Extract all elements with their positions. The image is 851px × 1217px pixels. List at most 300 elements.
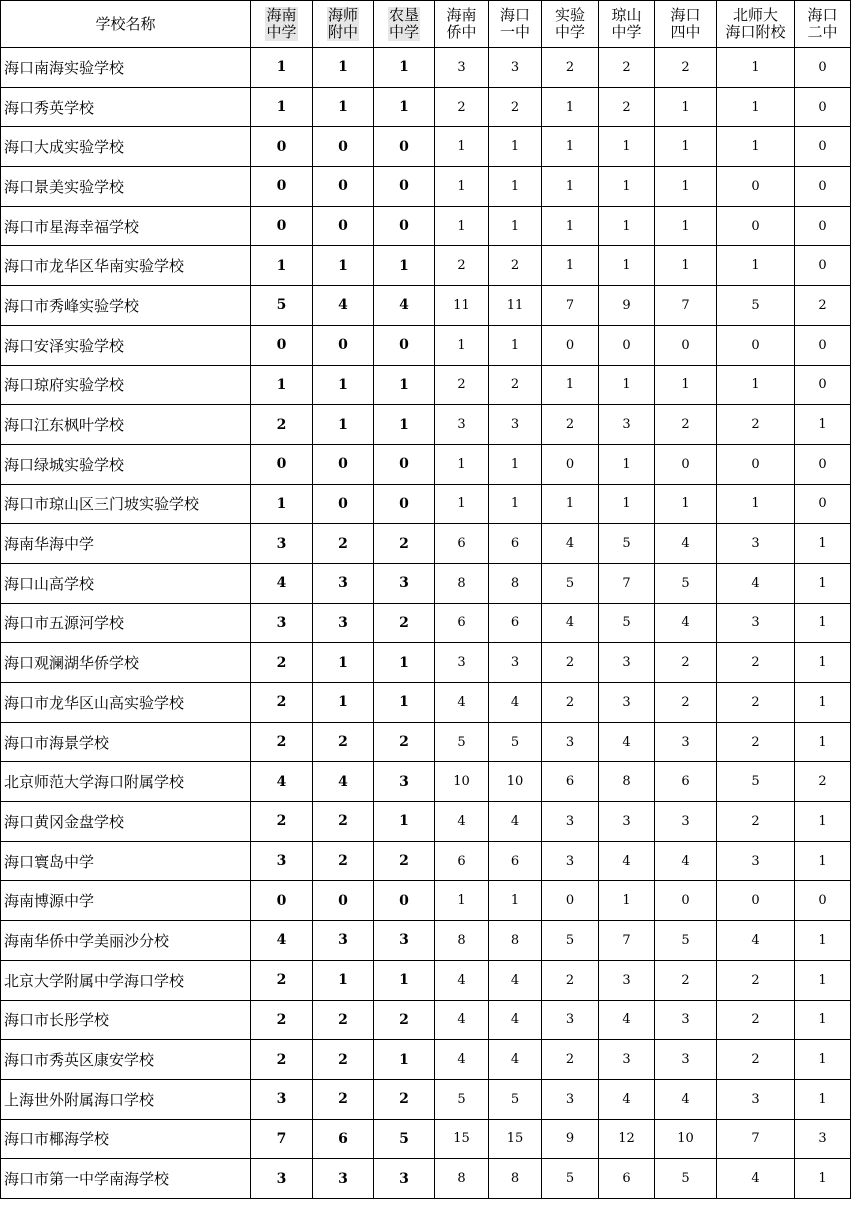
quota-cell: 1 xyxy=(655,206,717,246)
quota-cell: 2 xyxy=(251,802,313,842)
quota-cell: 6 xyxy=(655,762,717,802)
quota-cell: 1 xyxy=(374,683,435,723)
quota-cell: 8 xyxy=(489,563,542,603)
header-line-1: 海师 xyxy=(327,6,358,24)
quota-cell: 0 xyxy=(374,127,435,167)
quota-cell: 2 xyxy=(313,1000,374,1040)
quota-cell: 3 xyxy=(655,1000,717,1040)
quota-cell: 1 xyxy=(435,484,489,524)
quota-cell: 0 xyxy=(313,325,374,365)
quota-cell: 1 xyxy=(717,87,795,127)
school-name-cell: 海口寰岛中学 xyxy=(1,841,251,881)
quota-cell: 1 xyxy=(542,246,599,286)
header-line-2: 一中 xyxy=(499,23,530,41)
quota-cell: 2 xyxy=(542,683,599,723)
quota-cell: 0 xyxy=(313,127,374,167)
quota-cell: 5 xyxy=(717,762,795,802)
quota-cell: 3 xyxy=(599,1040,655,1080)
table-row xyxy=(1,1159,851,1199)
quota-cell: 1 xyxy=(251,246,313,286)
school-name-cell: 海口市星海幸福学校 xyxy=(1,206,251,246)
quota-cell: 0 xyxy=(795,881,851,921)
quota-cell: 1 xyxy=(542,484,599,524)
quota-cell: 4 xyxy=(717,921,795,961)
quota-cell: 5 xyxy=(435,722,489,762)
quota-cell: 7 xyxy=(599,563,655,603)
quota-cell: 2 xyxy=(542,643,599,683)
table-row xyxy=(1,1000,851,1040)
quota-cell: 2 xyxy=(251,683,313,723)
quota-cell: 1 xyxy=(313,405,374,445)
table-row xyxy=(1,127,851,167)
quota-cell: 6 xyxy=(435,841,489,881)
quota-cell: 2 xyxy=(435,246,489,286)
quota-cell: 0 xyxy=(251,881,313,921)
quota-cell: 0 xyxy=(313,206,374,246)
header-column xyxy=(489,1,542,48)
school-name-cell: 海口江东枫叶学校 xyxy=(1,405,251,445)
quota-cell: 5 xyxy=(489,722,542,762)
quota-cell: 15 xyxy=(489,1119,542,1159)
quota-cell: 2 xyxy=(717,1040,795,1080)
quota-cell: 4 xyxy=(251,762,313,802)
table-row xyxy=(1,603,851,643)
quota-cell: 1 xyxy=(717,484,795,524)
quota-cell: 3 xyxy=(435,48,489,88)
quota-cell: 1 xyxy=(374,48,435,88)
quota-cell: 1 xyxy=(599,167,655,207)
quota-cell: 1 xyxy=(374,802,435,842)
quota-cell: 3 xyxy=(313,603,374,643)
quota-cell: 2 xyxy=(374,524,435,564)
quota-cell: 3 xyxy=(435,643,489,683)
school-name-cell: 海口安泽实验学校 xyxy=(1,325,251,365)
quota-cell: 1 xyxy=(599,206,655,246)
header-row xyxy=(1,1,851,48)
quota-cell: 7 xyxy=(251,1119,313,1159)
quota-cell: 3 xyxy=(542,841,599,881)
quota-cell: 1 xyxy=(795,683,851,723)
quota-cell: 0 xyxy=(655,881,717,921)
quota-cell: 4 xyxy=(717,1159,795,1199)
table-row xyxy=(1,802,851,842)
quota-cell: 2 xyxy=(251,722,313,762)
quota-cell: 0 xyxy=(795,127,851,167)
quota-cell: 2 xyxy=(795,286,851,326)
quota-cell: 0 xyxy=(795,325,851,365)
school-name-cell: 海口市龙华区华南实验学校 xyxy=(1,246,251,286)
quota-cell: 2 xyxy=(251,405,313,445)
quota-cell: 2 xyxy=(435,87,489,127)
quota-cell: 0 xyxy=(599,325,655,365)
quota-cell: 2 xyxy=(313,1040,374,1080)
header-line-2: 中学 xyxy=(388,23,419,41)
quota-cell: 6 xyxy=(435,524,489,564)
table-row xyxy=(1,524,851,564)
quota-cell: 3 xyxy=(542,802,599,842)
header-line-2: 侨中 xyxy=(446,23,477,41)
quota-cell: 4 xyxy=(313,762,374,802)
quota-cell: 0 xyxy=(374,325,435,365)
quota-cell: 1 xyxy=(374,365,435,405)
header-column xyxy=(795,1,851,48)
school-name-cell: 海口山高学校 xyxy=(1,563,251,603)
school-name-cell: 海口秀英学校 xyxy=(1,87,251,127)
quota-cell: 4 xyxy=(717,563,795,603)
table-row xyxy=(1,1119,851,1159)
header-column xyxy=(251,1,313,48)
quota-cell: 7 xyxy=(717,1119,795,1159)
quota-cell: 9 xyxy=(542,1119,599,1159)
school-name-cell: 海口市秀峰实验学校 xyxy=(1,286,251,326)
quota-cell: 3 xyxy=(655,802,717,842)
quota-cell: 0 xyxy=(313,444,374,484)
quota-cell: 3 xyxy=(489,405,542,445)
quota-cell: 1 xyxy=(599,444,655,484)
quota-cell: 3 xyxy=(655,1040,717,1080)
quota-cell: 8 xyxy=(489,1159,542,1199)
quota-cell: 1 xyxy=(435,206,489,246)
quota-cell: 2 xyxy=(599,87,655,127)
table-row xyxy=(1,444,851,484)
quota-cell: 1 xyxy=(489,167,542,207)
quota-cell: 2 xyxy=(542,405,599,445)
quota-cell: 1 xyxy=(717,127,795,167)
quota-cell: 5 xyxy=(542,563,599,603)
quota-cell: 3 xyxy=(599,643,655,683)
table-body xyxy=(1,48,851,1199)
quota-cell: 4 xyxy=(599,1000,655,1040)
header-line-1: 实验 xyxy=(554,6,585,24)
quota-cell: 3 xyxy=(251,841,313,881)
table-row xyxy=(1,881,851,921)
table-row xyxy=(1,286,851,326)
quota-cell: 1 xyxy=(795,1000,851,1040)
quota-cell: 1 xyxy=(313,48,374,88)
quota-cell: 1 xyxy=(374,1040,435,1080)
quota-cell: 4 xyxy=(542,603,599,643)
quota-cell: 5 xyxy=(655,921,717,961)
header-line-1: 农垦 xyxy=(388,6,419,24)
header-column xyxy=(435,1,489,48)
quota-cell: 1 xyxy=(489,325,542,365)
quota-cell: 1 xyxy=(599,365,655,405)
quota-cell: 3 xyxy=(313,921,374,961)
quota-cell: 4 xyxy=(435,960,489,1000)
quota-cell: 4 xyxy=(655,603,717,643)
quota-cell: 0 xyxy=(313,881,374,921)
quota-cell: 1 xyxy=(655,246,717,286)
quota-cell: 1 xyxy=(542,365,599,405)
quota-cell: 5 xyxy=(489,1079,542,1119)
quota-cell: 5 xyxy=(251,286,313,326)
quota-cell: 1 xyxy=(795,643,851,683)
quota-cell: 2 xyxy=(542,1040,599,1080)
school-name-cell: 海口景美实验学校 xyxy=(1,167,251,207)
table-row xyxy=(1,87,851,127)
quota-cell: 3 xyxy=(542,722,599,762)
quota-cell: 11 xyxy=(435,286,489,326)
quota-cell: 1 xyxy=(489,444,542,484)
header-line-2: 中学 xyxy=(611,23,642,41)
school-name-cell: 北京师范大学海口附属学校 xyxy=(1,762,251,802)
quota-cell: 1 xyxy=(655,87,717,127)
school-name-cell: 海口市秀英区康安学校 xyxy=(1,1040,251,1080)
quota-cell: 2 xyxy=(655,405,717,445)
school-name-cell: 海南博源中学 xyxy=(1,881,251,921)
quota-cell: 1 xyxy=(599,484,655,524)
quota-cell: 8 xyxy=(599,762,655,802)
quota-cell: 3 xyxy=(313,1159,374,1199)
quota-cell: 4 xyxy=(251,921,313,961)
school-name-cell: 上海世外附属海口学校 xyxy=(1,1079,251,1119)
header-line-1: 海口 xyxy=(807,6,838,24)
quota-cell: 2 xyxy=(599,48,655,88)
header-column xyxy=(374,1,435,48)
quota-cell: 2 xyxy=(251,1040,313,1080)
header-line-2: 中学 xyxy=(266,23,297,41)
header-line-1: 海口 xyxy=(499,6,530,24)
quota-cell: 0 xyxy=(374,881,435,921)
header-line-1: 海南 xyxy=(266,6,297,24)
school-name-cell: 海口琼府实验学校 xyxy=(1,365,251,405)
quota-cell: 6 xyxy=(435,603,489,643)
quota-cell: 2 xyxy=(313,841,374,881)
table-row xyxy=(1,762,851,802)
school-name-cell: 海口观澜湖华侨学校 xyxy=(1,643,251,683)
header-label xyxy=(327,7,359,41)
school-name-cell: 海南华海中学 xyxy=(1,524,251,564)
header-label xyxy=(265,7,297,41)
quota-cell: 1 xyxy=(251,484,313,524)
quota-cell: 1 xyxy=(795,563,851,603)
school-name-cell: 北京大学附属中学海口学校 xyxy=(1,960,251,1000)
quota-cell: 7 xyxy=(542,286,599,326)
quota-cell: 5 xyxy=(599,603,655,643)
quota-cell: 0 xyxy=(542,444,599,484)
school-name-cell: 海口市第一中学南海学校 xyxy=(1,1159,251,1199)
header-line-1: 北师大 xyxy=(732,6,778,24)
quota-cell: 1 xyxy=(599,881,655,921)
quota-cell: 2 xyxy=(313,802,374,842)
header-label xyxy=(489,7,541,41)
quota-cell: 4 xyxy=(655,841,717,881)
quota-cell: 3 xyxy=(599,683,655,723)
table-row xyxy=(1,683,851,723)
header-line-1: 海口 xyxy=(670,6,701,24)
quota-cell: 5 xyxy=(374,1119,435,1159)
quota-cell: 0 xyxy=(795,167,851,207)
quota-cell: 6 xyxy=(489,603,542,643)
quota-cell: 1 xyxy=(313,246,374,286)
quota-cell: 2 xyxy=(655,48,717,88)
header-school-name: 学校名称 xyxy=(1,1,251,48)
quota-cell: 3 xyxy=(313,563,374,603)
quota-cell: 2 xyxy=(655,643,717,683)
header-label xyxy=(717,7,794,41)
school-name-cell: 海口大成实验学校 xyxy=(1,127,251,167)
header-label xyxy=(542,7,598,41)
header-line-2: 附中 xyxy=(327,23,358,41)
school-name-cell: 海南华侨中学美丽沙分校 xyxy=(1,921,251,961)
quota-cell: 2 xyxy=(313,722,374,762)
quota-cell: 4 xyxy=(542,524,599,564)
quota-cell: 1 xyxy=(489,127,542,167)
quota-cell: 0 xyxy=(795,87,851,127)
table-row xyxy=(1,1040,851,1080)
table-row xyxy=(1,960,851,1000)
quota-cell: 3 xyxy=(542,1000,599,1040)
quota-cell: 2 xyxy=(717,1000,795,1040)
table-row xyxy=(1,48,851,88)
quota-cell: 2 xyxy=(313,1079,374,1119)
quota-cell: 2 xyxy=(655,683,717,723)
quota-cell: 2 xyxy=(717,802,795,842)
quota-cell: 6 xyxy=(313,1119,374,1159)
quota-cell: 8 xyxy=(435,921,489,961)
header-line-2: 二中 xyxy=(807,23,838,41)
quota-cell: 6 xyxy=(542,762,599,802)
quota-cell: 0 xyxy=(717,325,795,365)
school-name-cell: 海口黄冈金盘学校 xyxy=(1,802,251,842)
quota-cell: 4 xyxy=(599,841,655,881)
quota-cell: 1 xyxy=(599,127,655,167)
quota-cell: 8 xyxy=(435,563,489,603)
quota-cell: 2 xyxy=(374,603,435,643)
quota-cell: 5 xyxy=(599,524,655,564)
header-column xyxy=(599,1,655,48)
quota-cell: 2 xyxy=(717,405,795,445)
quota-cell: 1 xyxy=(542,206,599,246)
quota-cell: 0 xyxy=(795,246,851,286)
quota-cell: 0 xyxy=(795,206,851,246)
table-row xyxy=(1,325,851,365)
quota-cell: 4 xyxy=(435,1040,489,1080)
quota-cell: 10 xyxy=(435,762,489,802)
quota-cell: 1 xyxy=(435,167,489,207)
quota-cell: 2 xyxy=(251,960,313,1000)
quota-cell: 6 xyxy=(489,841,542,881)
quota-cell: 5 xyxy=(542,1159,599,1199)
quota-cell: 0 xyxy=(795,444,851,484)
quota-cell: 12 xyxy=(599,1119,655,1159)
quota-cell: 1 xyxy=(655,365,717,405)
school-name-cell: 海口南海实验学校 xyxy=(1,48,251,88)
quota-cell: 2 xyxy=(374,841,435,881)
quota-cell: 3 xyxy=(489,48,542,88)
quota-cell: 4 xyxy=(435,1000,489,1040)
quota-cell: 3 xyxy=(717,603,795,643)
quota-cell: 7 xyxy=(599,921,655,961)
table-row xyxy=(1,405,851,445)
quota-cell: 1 xyxy=(795,841,851,881)
quota-cell: 3 xyxy=(489,643,542,683)
quota-cell: 0 xyxy=(795,48,851,88)
quota-cell: 1 xyxy=(795,1159,851,1199)
quota-cell: 2 xyxy=(489,87,542,127)
table-row xyxy=(1,484,851,524)
school-name-cell: 海口市椰海学校 xyxy=(1,1119,251,1159)
quota-cell: 3 xyxy=(374,563,435,603)
quota-cell: 2 xyxy=(717,683,795,723)
quota-cell: 2 xyxy=(489,365,542,405)
quota-cell: 4 xyxy=(435,683,489,723)
quota-cell: 0 xyxy=(251,325,313,365)
header-line-2: 海口附校 xyxy=(725,23,786,41)
header-line-1: 海南 xyxy=(446,6,477,24)
quota-cell: 0 xyxy=(374,444,435,484)
quota-cell: 3 xyxy=(795,1119,851,1159)
quota-cell: 0 xyxy=(313,167,374,207)
quota-cell: 3 xyxy=(374,1159,435,1199)
header-label xyxy=(655,7,716,41)
quota-cell: 3 xyxy=(599,802,655,842)
quota-cell: 2 xyxy=(542,48,599,88)
quota-cell: 1 xyxy=(435,325,489,365)
quota-cell: 1 xyxy=(542,167,599,207)
quota-cell: 2 xyxy=(374,1000,435,1040)
quota-cell: 0 xyxy=(795,365,851,405)
quota-cell: 3 xyxy=(251,1079,313,1119)
quota-cell: 1 xyxy=(795,921,851,961)
quota-cell: 1 xyxy=(655,484,717,524)
quota-cell: 4 xyxy=(435,802,489,842)
quota-cell: 1 xyxy=(251,365,313,405)
quota-cell: 2 xyxy=(489,246,542,286)
quota-cell: 0 xyxy=(374,206,435,246)
quota-cell: 1 xyxy=(542,87,599,127)
quota-cell: 1 xyxy=(374,87,435,127)
quota-cell: 3 xyxy=(599,960,655,1000)
quota-cell: 1 xyxy=(795,1040,851,1080)
quota-cell: 1 xyxy=(374,960,435,1000)
quota-cell: 0 xyxy=(374,484,435,524)
quota-cell: 3 xyxy=(435,405,489,445)
table-row xyxy=(1,1079,851,1119)
quota-cell: 1 xyxy=(795,603,851,643)
quota-cell: 0 xyxy=(251,444,313,484)
quota-cell: 0 xyxy=(655,444,717,484)
quota-cell: 1 xyxy=(717,48,795,88)
quota-cell: 0 xyxy=(542,881,599,921)
quota-cell: 2 xyxy=(655,960,717,1000)
quota-cell: 1 xyxy=(599,246,655,286)
quota-cell: 1 xyxy=(313,683,374,723)
school-name-cell: 海口市五源河学校 xyxy=(1,603,251,643)
school-name-cell: 海口绿城实验学校 xyxy=(1,444,251,484)
quota-cell: 5 xyxy=(655,1159,717,1199)
quota-cell: 3 xyxy=(251,524,313,564)
quota-cell: 2 xyxy=(542,960,599,1000)
quota-cell: 0 xyxy=(374,167,435,207)
quota-cell: 2 xyxy=(717,722,795,762)
quota-cell: 1 xyxy=(795,802,851,842)
quota-cell: 4 xyxy=(374,286,435,326)
quota-cell: 3 xyxy=(599,405,655,445)
quota-cell: 1 xyxy=(374,643,435,683)
quota-cell: 1 xyxy=(489,881,542,921)
quota-cell: 1 xyxy=(489,484,542,524)
quota-cell: 2 xyxy=(717,960,795,1000)
table-row xyxy=(1,246,851,286)
quota-cell: 4 xyxy=(655,524,717,564)
quota-cell: 7 xyxy=(655,286,717,326)
quota-cell: 0 xyxy=(251,167,313,207)
quota-cell: 0 xyxy=(655,325,717,365)
quota-cell: 5 xyxy=(435,1079,489,1119)
table-row xyxy=(1,841,851,881)
quota-cell: 2 xyxy=(251,643,313,683)
